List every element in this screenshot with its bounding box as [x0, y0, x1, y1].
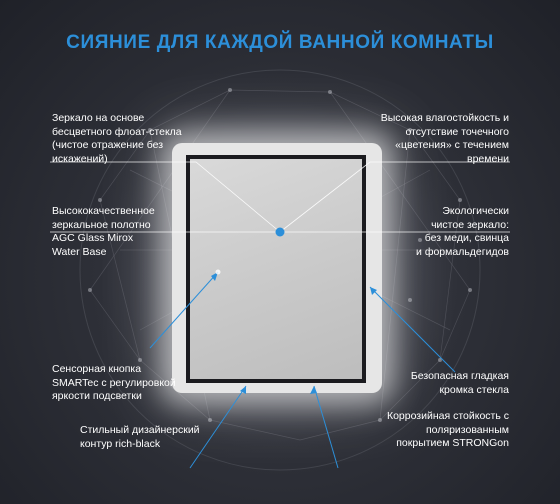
feature-float-glass: Зеркало на основе бесцветного флоат-стекла (чистое отражение без искажений)	[52, 112, 182, 165]
sensor-button-dot	[216, 270, 221, 275]
callout-line-safe-edge	[370, 287, 455, 372]
feature-corrosion-resistance: Коррозийная стойкость с поляризованным покрытием STRONGon	[386, 410, 509, 449]
feature-contour: Стильный дизайнерский контур rich-black	[80, 424, 200, 450]
feature-mirror-sheet: Высококачественное зеркальное полотно AGC Glass Mirox Water Base	[52, 205, 155, 258]
callout-line-corrosion	[314, 386, 338, 468]
feature-moisture-resistance: Высокая влагостойкость и отсутствие точечного «цветения» с течением времени	[380, 112, 509, 165]
arrow-head-safe-edge	[370, 287, 377, 295]
arrow-head-corrosion	[310, 386, 317, 394]
center-marker-dot	[276, 228, 285, 237]
callout-line-sensor	[150, 272, 218, 348]
feature-sensor-button: Сенсорная кнопка SMARTec с регулировкой яркости подсветки	[52, 363, 176, 402]
page-headline: СИЯНИЕ ДЛЯ КАЖДОЙ ВАННОЙ КОМНАТЫ	[66, 32, 494, 53]
feature-eco-friendly: Экологически чистое зеркало: без меди, свинца и формальдегидов	[416, 205, 509, 258]
feature-safe-edge: Безопасная гладкая кромка стекла	[410, 370, 509, 396]
